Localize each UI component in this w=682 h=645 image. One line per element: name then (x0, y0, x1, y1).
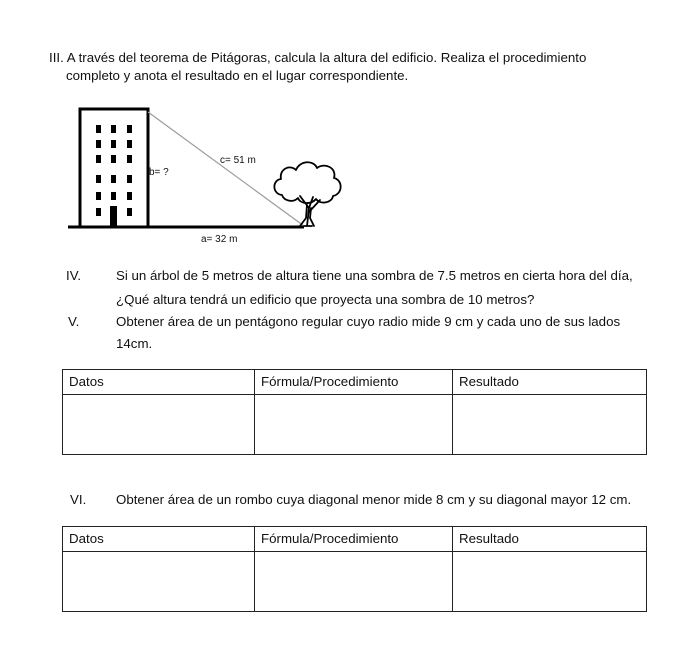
label-a: a= 32 m (201, 234, 238, 245)
table-1-datos-cell[interactable] (63, 395, 255, 455)
table-2-header-row (63, 527, 647, 552)
pythagoras-diagram (0, 0, 682, 260)
section-iv-line-2: ¿Qué altura tendrá un edificio que proyecta una sombra de 10 metros? (116, 292, 535, 307)
section-vi-number: VI. (70, 492, 87, 507)
table-2-header-resultado: Resultado (453, 527, 647, 552)
table-1-header-formula: Fórmula/Procedimiento (255, 370, 453, 395)
section-vi-text: Obtener área de un rombo cuya diagonal menor mide 8 cm y su diagonal mayor 12 cm. (116, 492, 632, 507)
table-2-resultado-cell[interactable] (453, 552, 647, 612)
table-2-header-datos: Datos (63, 527, 255, 552)
section-v-number: V. (68, 314, 80, 329)
label-b: b= ? (149, 167, 169, 178)
hypotenuse-line (148, 112, 304, 226)
section-iii-line-1: III. A través del teorema de Pitágoras, calcula la altura del edificio. Realiza el procedimiento (49, 50, 587, 65)
section-v-line-2: 14cm. (116, 336, 153, 351)
table-1-header-row (63, 370, 647, 395)
table-2-header-formula: Fórmula/Procedimiento (255, 527, 453, 552)
table-1-answer-row (63, 395, 647, 455)
table-2-datos-cell[interactable] (63, 552, 255, 612)
table-1-header-datos: Datos (63, 370, 255, 395)
table-1-header-resultado: Resultado (453, 370, 647, 395)
table-2 (62, 526, 647, 612)
table-1-resultado-cell[interactable] (453, 395, 647, 455)
building-icon (80, 109, 148, 227)
tree-icon (274, 162, 340, 226)
table-2-formula-cell[interactable] (255, 552, 453, 612)
label-c: c= 51 m (220, 155, 256, 166)
section-v-line-1: Obtener área de un pentágono regular cuyo radio mide 9 cm y cada uno de sus lados (116, 314, 621, 329)
table-1 (62, 369, 647, 455)
section-iv-line-1: Si un árbol de 5 metros de altura tiene una sombra de 7.5 metros en cierta hora del día, (116, 268, 633, 283)
table-2-answer-row (63, 552, 647, 612)
table-1-formula-cell[interactable] (255, 395, 453, 455)
section-iii-line-2: completo y anota el resultado en el lugar correspondiente. (66, 68, 409, 83)
section-iv-number: IV. (66, 268, 82, 283)
